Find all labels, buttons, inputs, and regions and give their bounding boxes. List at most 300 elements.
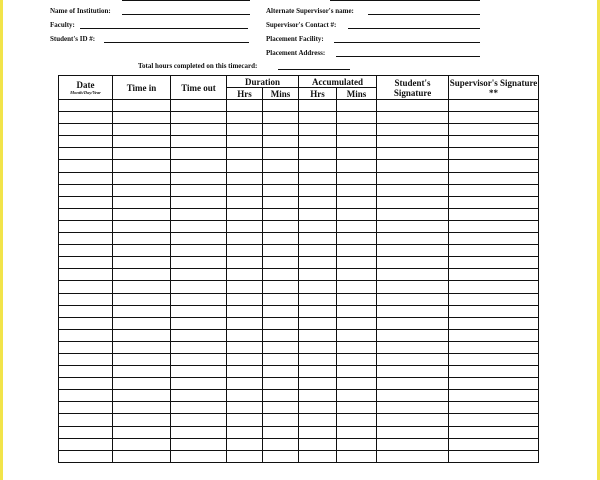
time-out-cell[interactable] — [171, 450, 227, 462]
supervisor-signature-cell[interactable] — [449, 317, 539, 329]
table-row — [59, 136, 539, 148]
duration-mins-cell[interactable] — [263, 317, 299, 329]
student-signature-cell[interactable] — [377, 208, 449, 220]
student-signature-cell[interactable] — [377, 317, 449, 329]
table-row — [59, 317, 539, 329]
date-cell[interactable] — [59, 305, 113, 317]
time-out-cell[interactable] — [171, 100, 227, 112]
duration-mins-cell[interactable] — [263, 378, 299, 390]
date-cell[interactable] — [59, 402, 113, 414]
supervisor-signature-cell[interactable] — [449, 341, 539, 353]
time-in-cell[interactable] — [113, 426, 171, 438]
duration-hrs-cell[interactable] — [227, 196, 263, 208]
accumulated-hrs-cell[interactable] — [299, 172, 337, 184]
accumulated-mins-cell[interactable] — [337, 305, 377, 317]
accumulated-hrs-cell[interactable] — [299, 366, 337, 378]
accumulated-hrs-cell[interactable] — [299, 426, 337, 438]
accumulated-mins-cell[interactable] — [337, 220, 377, 232]
duration-mins-cell[interactable] — [263, 438, 299, 450]
supervisor-signature-cell[interactable] — [449, 293, 539, 305]
date-cell[interactable] — [59, 281, 113, 293]
supervisor-signature-cell[interactable] — [449, 305, 539, 317]
time-in-cell[interactable] — [113, 124, 171, 136]
time-out-cell[interactable] — [171, 402, 227, 414]
time-out-cell[interactable] — [171, 353, 227, 365]
accumulated-hrs-cell[interactable] — [299, 414, 337, 426]
accumulated-hrs-cell[interactable] — [299, 438, 337, 450]
accumulated-hrs-cell[interactable] — [299, 124, 337, 136]
time-in-cell[interactable] — [113, 281, 171, 293]
date-cell[interactable] — [59, 378, 113, 390]
accumulated-hrs-cell[interactable] — [299, 305, 337, 317]
duration-hrs-cell[interactable] — [227, 245, 263, 257]
student-id-field[interactable] — [104, 42, 249, 43]
accumulated-hrs-cell[interactable] — [299, 378, 337, 390]
accumulated-mins-cell[interactable] — [337, 414, 377, 426]
time-out-cell[interactable] — [171, 438, 227, 450]
duration-hrs-header: Hrs — [227, 88, 263, 100]
student-signature-cell[interactable] — [377, 220, 449, 232]
duration-mins-cell[interactable] — [263, 329, 299, 341]
date-cell[interactable] — [59, 124, 113, 136]
accumulated-hrs-cell[interactable] — [299, 257, 337, 269]
accumulated-hrs-cell[interactable] — [299, 100, 337, 112]
accumulated-mins-cell[interactable] — [337, 426, 377, 438]
duration-mins-cell[interactable] — [263, 172, 299, 184]
accumulated-mins-cell[interactable] — [337, 172, 377, 184]
duration-hrs-cell[interactable] — [227, 450, 263, 462]
table-row — [59, 172, 539, 184]
student-signature-cell[interactable] — [377, 366, 449, 378]
table-row — [59, 402, 539, 414]
supervisor-signature-cell[interactable] — [449, 148, 539, 160]
duration-mins-cell[interactable] — [263, 402, 299, 414]
accumulated-hrs-cell[interactable] — [299, 281, 337, 293]
time-out-header: Time out — [171, 76, 227, 100]
accumulated-mins-cell[interactable] — [337, 184, 377, 196]
accumulated-mins-cell[interactable] — [337, 136, 377, 148]
time-in-cell[interactable] — [113, 402, 171, 414]
date-cell[interactable] — [59, 136, 113, 148]
accumulated-mins-cell[interactable] — [337, 390, 377, 402]
table-row — [59, 438, 539, 450]
time-out-cell[interactable] — [171, 172, 227, 184]
accumulated-mins-cell[interactable] — [337, 317, 377, 329]
duration-hrs-cell[interactable] — [227, 100, 263, 112]
student-signature-cell[interactable] — [377, 438, 449, 450]
date-cell[interactable] — [59, 390, 113, 402]
duration-mins-cell[interactable] — [263, 366, 299, 378]
accumulated-hrs-cell[interactable] — [299, 353, 337, 365]
date-cell[interactable] — [59, 245, 113, 257]
duration-hrs-cell[interactable] — [227, 281, 263, 293]
time-in-cell[interactable] — [113, 305, 171, 317]
duration-hrs-cell[interactable] — [227, 305, 263, 317]
duration-hrs-cell[interactable] — [227, 136, 263, 148]
time-out-cell[interactable] — [171, 414, 227, 426]
accumulated-hrs-cell[interactable] — [299, 245, 337, 257]
supervisor-signature-cell[interactable] — [449, 196, 539, 208]
accumulated-hrs-cell[interactable] — [299, 390, 337, 402]
table-row — [59, 329, 539, 341]
accumulated-mins-cell[interactable] — [337, 124, 377, 136]
duration-mins-cell[interactable] — [263, 112, 299, 124]
student-signature-cell[interactable] — [377, 100, 449, 112]
institution-field[interactable] — [122, 14, 250, 15]
supervisor-signature-cell[interactable] — [449, 438, 539, 450]
duration-hrs-cell[interactable] — [227, 160, 263, 172]
duration-mins-cell[interactable] — [263, 269, 299, 281]
table-row — [59, 341, 539, 353]
student-signature-cell[interactable] — [377, 329, 449, 341]
duration-hrs-cell[interactable] — [227, 378, 263, 390]
duration-mins-cell[interactable] — [263, 353, 299, 365]
duration-hrs-cell[interactable] — [227, 438, 263, 450]
accumulated-hrs-cell[interactable] — [299, 341, 337, 353]
accumulated-hrs-cell[interactable] — [299, 329, 337, 341]
time-out-cell[interactable] — [171, 366, 227, 378]
time-in-cell[interactable] — [113, 366, 171, 378]
date-cell[interactable] — [59, 341, 113, 353]
table-row — [59, 366, 539, 378]
supervisor-signature-cell[interactable] — [449, 390, 539, 402]
duration-mins-cell[interactable] — [263, 293, 299, 305]
accumulated-mins-cell[interactable] — [337, 208, 377, 220]
date-cell[interactable] — [59, 329, 113, 341]
time-in-cell[interactable] — [113, 184, 171, 196]
time-in-cell[interactable] — [113, 172, 171, 184]
student-signature-cell[interactable] — [377, 160, 449, 172]
time-out-cell[interactable] — [171, 148, 227, 160]
accumulated-hrs-cell[interactable] — [299, 112, 337, 124]
accumulated-mins-cell[interactable] — [337, 245, 377, 257]
accumulated-mins-cell[interactable] — [337, 293, 377, 305]
student-signature-cell[interactable] — [377, 148, 449, 160]
time-in-cell[interactable] — [113, 414, 171, 426]
student-signature-cell[interactable] — [377, 257, 449, 269]
duration-hrs-cell[interactable] — [227, 184, 263, 196]
student-signature-cell[interactable] — [377, 378, 449, 390]
date-cell[interactable] — [59, 257, 113, 269]
accumulated-hrs-cell[interactable] — [299, 184, 337, 196]
time-out-cell[interactable] — [171, 196, 227, 208]
duration-hrs-cell[interactable] — [227, 426, 263, 438]
duration-hrs-cell[interactable] — [227, 353, 263, 365]
time-in-cell[interactable] — [113, 329, 171, 341]
student-signature-cell[interactable] — [377, 124, 449, 136]
duration-mins-cell[interactable] — [263, 414, 299, 426]
table-row — [59, 124, 539, 136]
accumulated-mins-cell[interactable] — [337, 257, 377, 269]
accumulated-hrs-cell[interactable] — [299, 220, 337, 232]
supervisor-signature-cell[interactable] — [449, 269, 539, 281]
table-row — [59, 112, 539, 124]
duration-hrs-cell[interactable] — [227, 124, 263, 136]
student-signature-cell[interactable] — [377, 293, 449, 305]
time-in-cell[interactable] — [113, 196, 171, 208]
duration-hrs-cell[interactable] — [227, 293, 263, 305]
supervisor-signature-cell[interactable] — [449, 329, 539, 341]
timecard-header-fields — [0, 0, 600, 75]
time-out-cell[interactable] — [171, 136, 227, 148]
accumulated-mins-cell[interactable] — [337, 329, 377, 341]
placement-address-field[interactable] — [336, 56, 480, 57]
supervisor-signature-cell[interactable] — [449, 136, 539, 148]
date-cell[interactable] — [59, 172, 113, 184]
time-in-cell[interactable] — [113, 269, 171, 281]
accumulated-mins-cell[interactable] — [337, 160, 377, 172]
supervisor-signature-cell[interactable] — [449, 112, 539, 124]
supervisor-signature-cell[interactable] — [449, 208, 539, 220]
time-out-cell[interactable] — [171, 341, 227, 353]
accumulated-mins-cell[interactable] — [337, 353, 377, 365]
student-signature-cell[interactable] — [377, 353, 449, 365]
time-in-cell[interactable] — [113, 148, 171, 160]
accumulated-hrs-cell[interactable] — [299, 136, 337, 148]
duration-hrs-cell[interactable] — [227, 414, 263, 426]
date-cell[interactable] — [59, 426, 113, 438]
student-signature-cell[interactable] — [377, 281, 449, 293]
supervisor-signature-cell[interactable] — [449, 160, 539, 172]
time-in-cell[interactable] — [113, 341, 171, 353]
duration-mins-cell[interactable] — [263, 196, 299, 208]
duration-mins-cell[interactable] — [263, 136, 299, 148]
accumulated-hrs-cell[interactable] — [299, 208, 337, 220]
alternate-supervisor-label: Alternate Supervisor's name: — [266, 7, 354, 15]
student-signature-cell[interactable] — [377, 269, 449, 281]
accumulated-mins-cell[interactable] — [337, 402, 377, 414]
time-out-cell[interactable] — [171, 220, 227, 232]
accumulated-hrs-cell[interactable] — [299, 196, 337, 208]
duration-mins-cell[interactable] — [263, 426, 299, 438]
time-in-cell[interactable] — [113, 353, 171, 365]
duration-mins-cell[interactable] — [263, 220, 299, 232]
supervisor-signature-cell[interactable] — [449, 402, 539, 414]
supervisor-signature-cell[interactable] — [449, 124, 539, 136]
student-signature-cell[interactable] — [377, 402, 449, 414]
date-cell[interactable] — [59, 366, 113, 378]
date-cell[interactable] — [59, 112, 113, 124]
student-signature-cell[interactable] — [377, 233, 449, 245]
supervisor-signature-cell[interactable] — [449, 220, 539, 232]
time-in-cell[interactable] — [113, 390, 171, 402]
accumulated-hrs-cell[interactable] — [299, 269, 337, 281]
date-cell[interactable] — [59, 317, 113, 329]
supervisor-contact-field[interactable] — [348, 28, 480, 29]
student-signature-cell[interactable] — [377, 414, 449, 426]
student-signature-cell[interactable] — [377, 112, 449, 124]
supervisor-signature-cell[interactable] — [449, 414, 539, 426]
accumulated-mins-cell[interactable] — [337, 341, 377, 353]
accumulated-hrs-cell[interactable] — [299, 293, 337, 305]
date-cell[interactable] — [59, 450, 113, 462]
supervisor-signature-cell[interactable] — [449, 281, 539, 293]
time-out-cell[interactable] — [171, 112, 227, 124]
duration-mins-cell[interactable] — [263, 245, 299, 257]
date-cell[interactable] — [59, 353, 113, 365]
duration-hrs-cell[interactable] — [227, 220, 263, 232]
time-out-cell[interactable] — [171, 329, 227, 341]
duration-hrs-cell[interactable] — [227, 148, 263, 160]
accumulated-mins-cell[interactable] — [337, 148, 377, 160]
date-cell[interactable] — [59, 184, 113, 196]
time-out-cell[interactable] — [171, 184, 227, 196]
accumulated-hrs-cell[interactable] — [299, 148, 337, 160]
duration-hrs-cell[interactable] — [227, 257, 263, 269]
accumulated-hrs-cell[interactable] — [299, 402, 337, 414]
time-out-cell[interactable] — [171, 233, 227, 245]
date-cell[interactable] — [59, 220, 113, 232]
accumulated-mins-cell[interactable] — [337, 196, 377, 208]
time-in-cell[interactable] — [113, 245, 171, 257]
time-in-header: Time in — [113, 76, 171, 100]
duration-hrs-cell[interactable] — [227, 233, 263, 245]
duration-mins-cell[interactable] — [263, 341, 299, 353]
duration-mins-cell[interactable] — [263, 305, 299, 317]
student-signature-cell[interactable] — [377, 305, 449, 317]
supervisor-signature-cell[interactable] — [449, 378, 539, 390]
duration-mins-cell[interactable] — [263, 281, 299, 293]
time-out-cell[interactable] — [171, 160, 227, 172]
duration-hrs-cell[interactable] — [227, 402, 263, 414]
time-out-cell[interactable] — [171, 124, 227, 136]
clipped-field-line-left — [122, 0, 250, 1]
accumulated-hrs-cell[interactable] — [299, 160, 337, 172]
duration-hrs-cell[interactable] — [227, 329, 263, 341]
supervisor-signature-cell[interactable] — [449, 426, 539, 438]
time-in-cell[interactable] — [113, 450, 171, 462]
student-signature-cell[interactable] — [377, 390, 449, 402]
time-in-cell[interactable] — [113, 233, 171, 245]
time-in-cell[interactable] — [113, 438, 171, 450]
time-in-cell[interactable] — [113, 112, 171, 124]
time-out-cell[interactable] — [171, 208, 227, 220]
table-row — [59, 390, 539, 402]
accumulated-hrs-cell[interactable] — [299, 317, 337, 329]
accumulated-hrs-cell[interactable] — [299, 233, 337, 245]
date-cell[interactable] — [59, 438, 113, 450]
time-out-cell[interactable] — [171, 317, 227, 329]
supervisor-signature-cell[interactable] — [449, 172, 539, 184]
duration-mins-cell[interactable] — [263, 124, 299, 136]
student-signature-cell[interactable] — [377, 172, 449, 184]
timecard-table — [58, 75, 539, 463]
accumulated-mins-cell[interactable] — [337, 112, 377, 124]
student-signature-cell[interactable] — [377, 136, 449, 148]
duration-hrs-cell[interactable] — [227, 366, 263, 378]
faculty-field[interactable] — [80, 28, 248, 29]
student-signature-cell[interactable] — [377, 341, 449, 353]
accumulated-mins-cell[interactable] — [337, 281, 377, 293]
time-in-cell[interactable] — [113, 220, 171, 232]
duration-mins-cell[interactable] — [263, 390, 299, 402]
supervisor-signature-cell[interactable] — [449, 184, 539, 196]
time-out-cell[interactable] — [171, 390, 227, 402]
time-in-cell[interactable] — [113, 100, 171, 112]
time-out-cell[interactable] — [171, 378, 227, 390]
duration-mins-cell[interactable] — [263, 233, 299, 245]
date-cell[interactable] — [59, 233, 113, 245]
time-out-cell[interactable] — [171, 281, 227, 293]
time-in-cell[interactable] — [113, 208, 171, 220]
duration-mins-cell[interactable] — [263, 450, 299, 462]
accumulated-mins-cell[interactable] — [337, 450, 377, 462]
time-in-cell[interactable] — [113, 378, 171, 390]
duration-mins-cell[interactable] — [263, 148, 299, 160]
supervisor-signature-cell[interactable] — [449, 366, 539, 378]
student-signature-cell[interactable] — [377, 450, 449, 462]
accumulated-mins-cell[interactable] — [337, 378, 377, 390]
duration-hrs-cell[interactable] — [227, 317, 263, 329]
time-out-cell[interactable] — [171, 257, 227, 269]
student-signature-cell[interactable] — [377, 184, 449, 196]
supervisor-signature-cell[interactable] — [449, 353, 539, 365]
supervisor-signature-cell[interactable] — [449, 257, 539, 269]
date-cell[interactable] — [59, 160, 113, 172]
time-out-cell[interactable] — [171, 269, 227, 281]
accumulated-mins-cell[interactable] — [337, 233, 377, 245]
date-cell[interactable] — [59, 208, 113, 220]
time-out-cell[interactable] — [171, 293, 227, 305]
student-signature-cell[interactable] — [377, 196, 449, 208]
duration-hrs-cell[interactable] — [227, 208, 263, 220]
date-cell[interactable] — [59, 293, 113, 305]
duration-mins-cell[interactable] — [263, 160, 299, 172]
duration-hrs-cell[interactable] — [227, 112, 263, 124]
table-row — [59, 450, 539, 462]
duration-mins-cell[interactable] — [263, 184, 299, 196]
time-in-cell[interactable] — [113, 293, 171, 305]
time-in-cell[interactable] — [113, 160, 171, 172]
accumulated-mins-cell[interactable] — [337, 269, 377, 281]
date-cell[interactable] — [59, 100, 113, 112]
supervisor-signature-cell[interactable] — [449, 100, 539, 112]
supervisor-contact-label: Supervisor's Contact #: — [266, 21, 337, 29]
duration-mins-cell[interactable] — [263, 208, 299, 220]
table-row — [59, 233, 539, 245]
placement-facility-field[interactable] — [334, 42, 480, 43]
duration-hrs-cell[interactable] — [227, 390, 263, 402]
student-signature-cell[interactable] — [377, 245, 449, 257]
duration-mins-cell[interactable] — [263, 257, 299, 269]
time-in-cell[interactable] — [113, 257, 171, 269]
supervisor-signature-cell[interactable] — [449, 450, 539, 462]
accumulated-mins-cell[interactable] — [337, 100, 377, 112]
date-cell[interactable] — [59, 148, 113, 160]
time-out-cell[interactable] — [171, 426, 227, 438]
date-cell[interactable] — [59, 414, 113, 426]
time-in-cell[interactable] — [113, 136, 171, 148]
duration-hrs-cell[interactable] — [227, 172, 263, 184]
student-signature-cell[interactable] — [377, 426, 449, 438]
date-cell[interactable] — [59, 269, 113, 281]
duration-mins-cell[interactable] — [263, 100, 299, 112]
time-out-cell[interactable] — [171, 305, 227, 317]
supervisor-signature-cell[interactable] — [449, 245, 539, 257]
time-in-cell[interactable] — [113, 317, 171, 329]
accumulated-mins-cell[interactable] — [337, 366, 377, 378]
accumulated-hrs-cell[interactable] — [299, 450, 337, 462]
alternate-supervisor-field[interactable] — [368, 14, 480, 15]
duration-hrs-cell[interactable] — [227, 269, 263, 281]
accumulated-mins-cell[interactable] — [337, 438, 377, 450]
supervisor-signature-cell[interactable] — [449, 233, 539, 245]
total-hours-field[interactable] — [278, 69, 350, 70]
time-out-cell[interactable] — [171, 245, 227, 257]
date-cell[interactable] — [59, 196, 113, 208]
duration-hrs-cell[interactable] — [227, 341, 263, 353]
duration-header: Duration — [227, 76, 299, 88]
